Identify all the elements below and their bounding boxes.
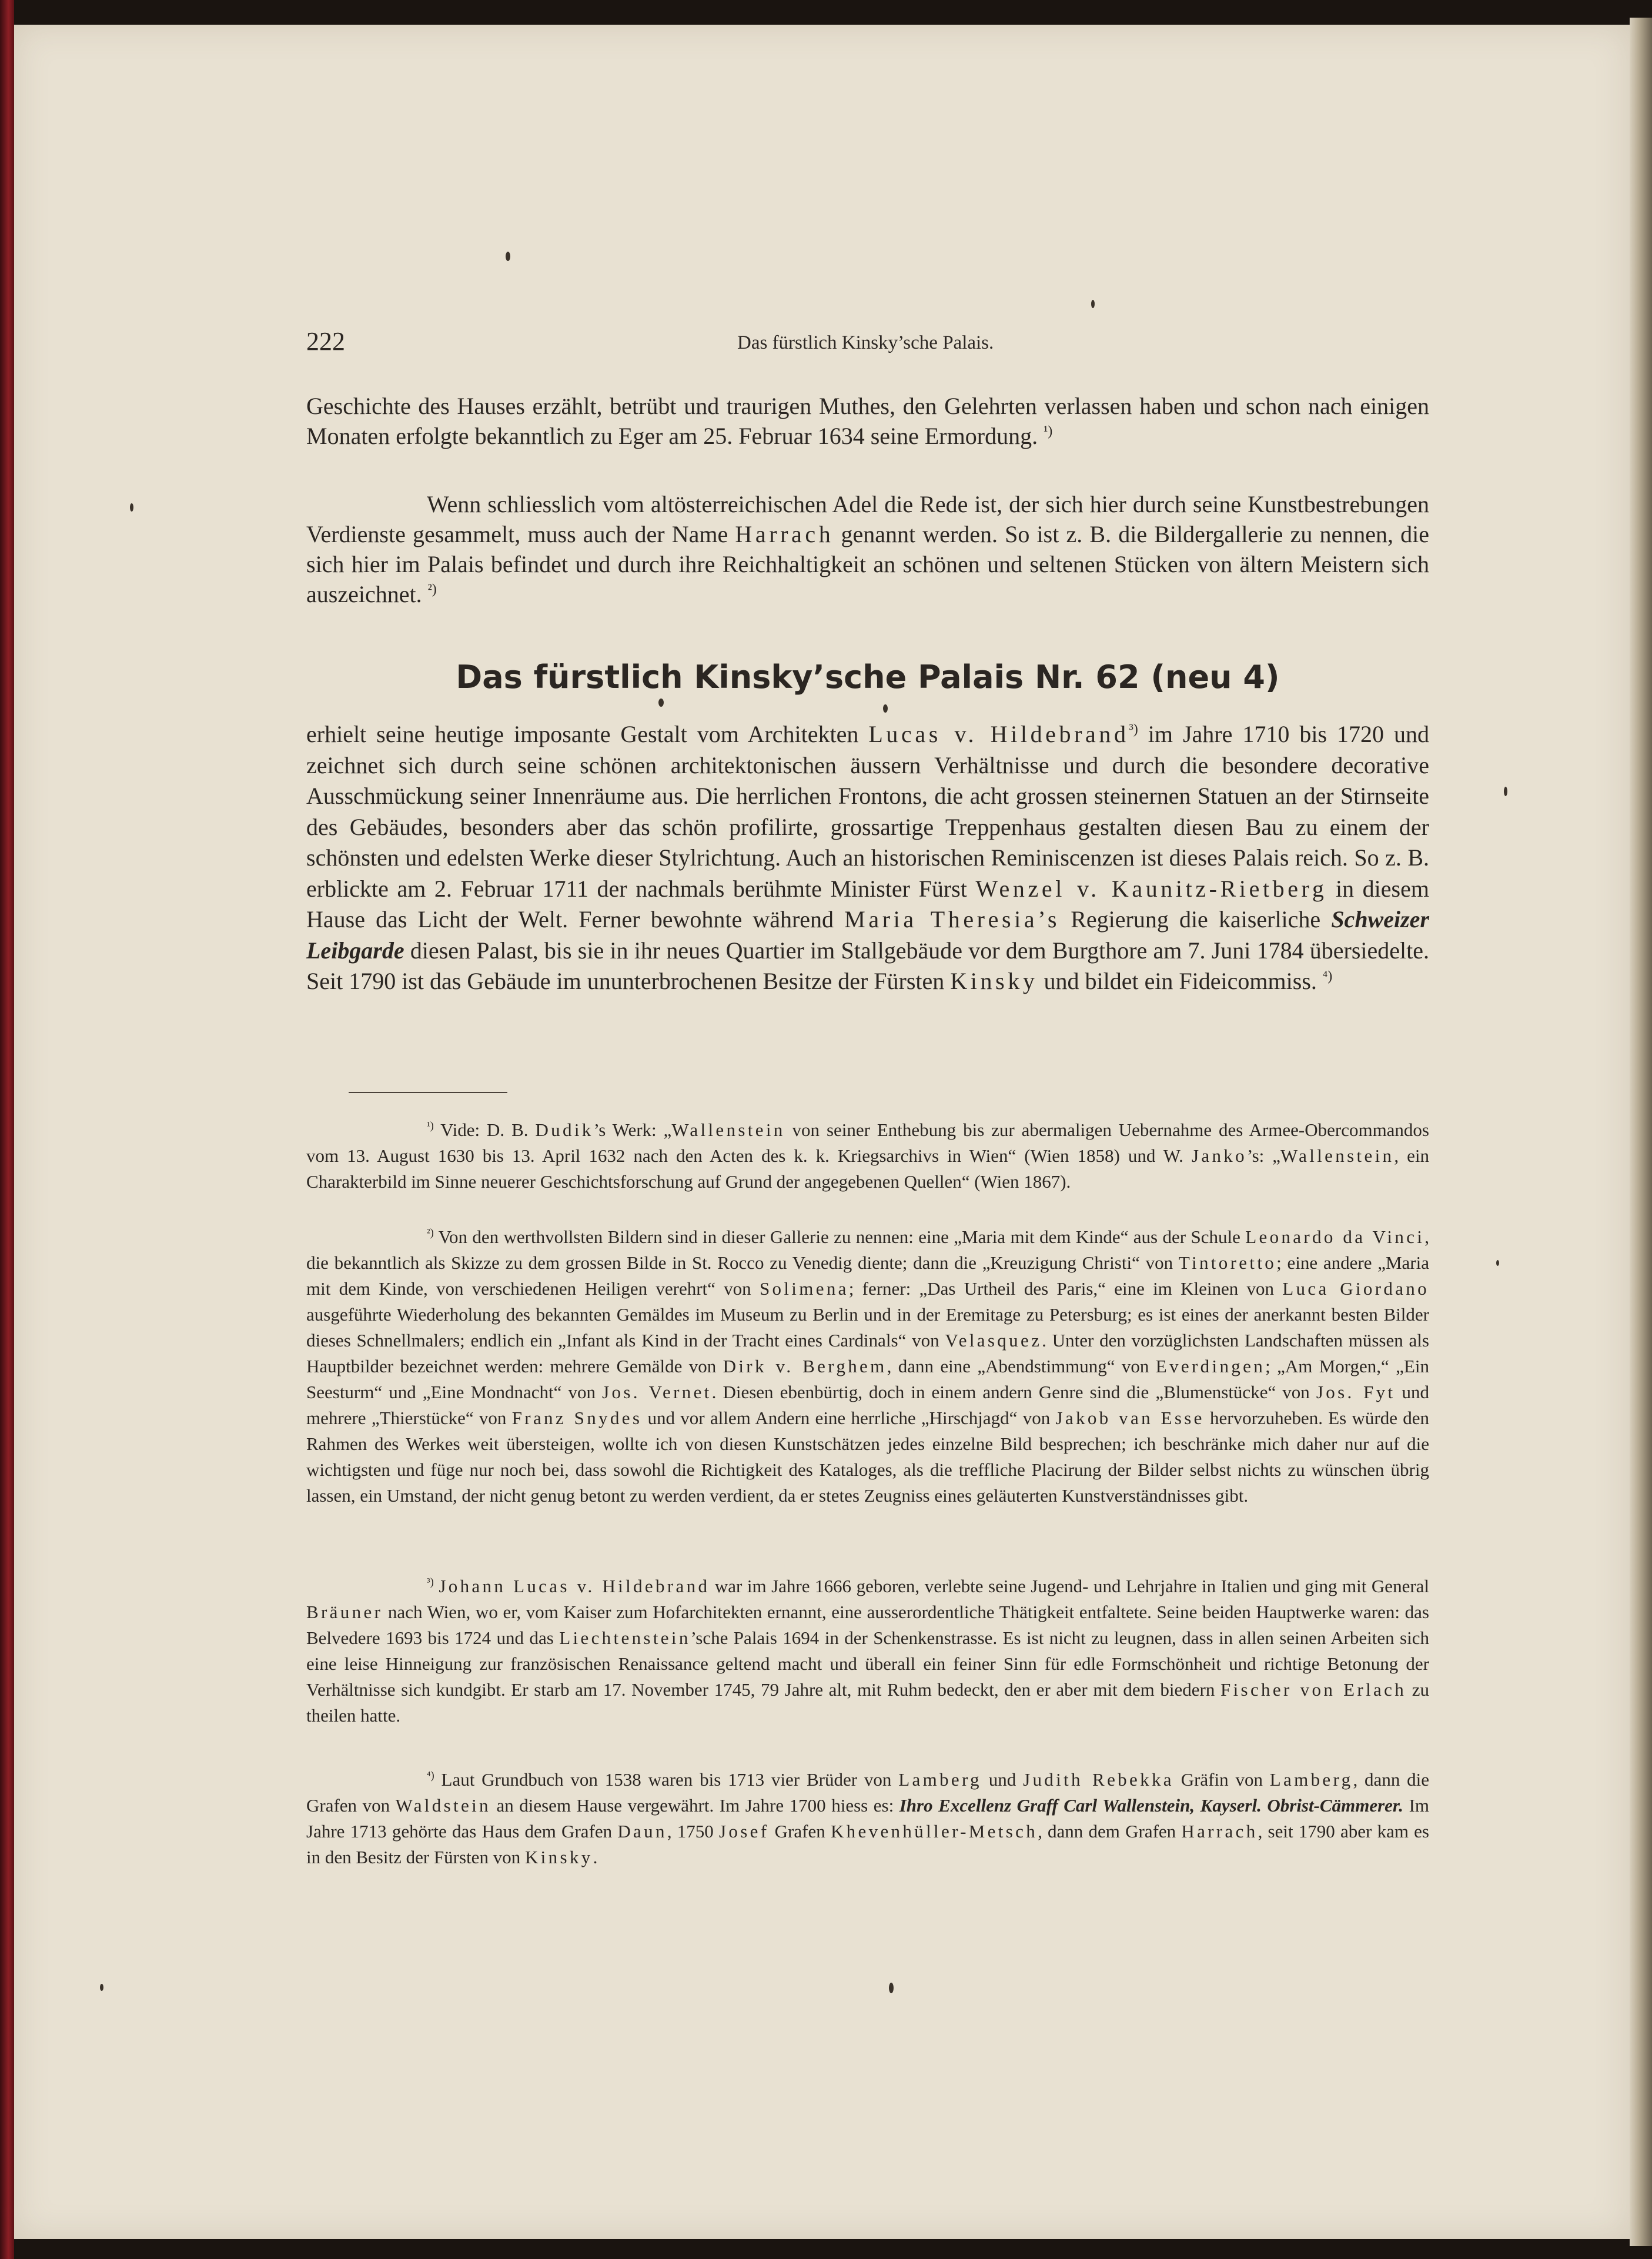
footnote-text: ’s Werk: „ [593,1120,672,1140]
spaced-name: Wenzel v. Kaunitz-Rietberg [975,875,1327,902]
footnote-text: ’s: „ [1246,1145,1281,1166]
footnote-text: , 1750 [667,1821,720,1842]
spaced-name: Janko [1191,1145,1247,1166]
footnote-text: Vide: D. B. [433,1120,536,1140]
spaced-name: Lucas v. Hildebrand [868,721,1129,747]
footnote-text: Im Jahre 1713 gehörte das Haus dem Grafen [306,1795,1430,1842]
footnote-text: , die bekanntlich als Skizze zu dem grossen Bilde in St. Rocco zu Venedig diente; dann die „Kreuzigung Christi“ von [306,1227,1429,1273]
spaced-name: Jakob van Esse [1055,1408,1205,1428]
footnote-text: war im Jahre 1666 geboren, verlebte seine Jugend- und Lehrjahre in Italien und ging mit General [710,1576,1430,1596]
spaced-name: Luca Giordano [1282,1278,1429,1299]
spaced-name: Franz Snydes [511,1408,643,1428]
scan-speck [1504,787,1507,796]
scan-speck [1091,300,1095,308]
spaced-name: Khevenhüller-Metsch [830,1821,1038,1842]
spaced-name: Lamberg [898,1769,982,1790]
footnote-ref: ⁴) [1322,968,1333,984]
footnote-text: . Diesen ebenbürtig, doch in einem andern Genre sind die „Blumenstücke“ von [711,1382,1316,1402]
footnote-divider [349,1092,507,1093]
paragraph-text: diesen Palast, bis sie in ihr neues Quartier im Stallgebäude vor dem Burgthore am 7. Juni 1784 übersiedelte. Seit 1790 ist das Gebäude im ununterbrochenen Besitze der Fürsten [306,937,1429,994]
footnote-text: ; eine andere „Maria mit dem Kinde, von verschiedenen Heiligen verehrt“ von [306,1252,1429,1299]
spaced-name: Daun [617,1821,667,1842]
page-edges [1630,18,1652,2246]
spaced-name: Everdingen [1155,1356,1266,1376]
paragraph-text: Wenn schliesslich vom altösterreichischen Adel die Rede ist, der sich hier durch seine Kunstbestrebungen Verdienste gesammelt, muss auch der Name [306,491,1429,547]
footnote-text: von seiner Enthebung bis zur abermaligen Uebernahme des Armee-Obercommandos vom 13. August 1630 bis 13. April 1632 nach den Acten des k. k. Kriegsarchivs in Wien“ (Wien 1858) und W. [306,1120,1430,1166]
spaced-name: Tintoretto [1178,1252,1277,1273]
paragraph [306,489,1429,609]
footnote-text: . Unter den vorzüglichsten Landschaften müssen als Hauptbilder bezeichnet werden: mehrere Gemälde von [306,1330,1429,1376]
scan-speck [506,252,510,261]
spaced-name: Liechtenstein [559,1628,691,1648]
footnote-text: , dann eine „Abendstimmung“ von [887,1356,1156,1376]
spaced-name: Jos. Fyt [1316,1382,1396,1402]
scan-speck [130,503,133,512]
paragraph-text: erhielt seine heutige imposante Gestalt vom Architekten [306,721,869,747]
footnote-text: ’sche Palais 1694 in der Schenkenstrasse. Es ist nicht zu leugnen, dass in allen seinen Arbeiten sich eine leise Hinneigung zur französischen Renaissance geltend macht und überall ein feiner Sinn für edle Formschönheit und richtige Betonung der Verhältnisse sich kundgibt. Er starb am 17. November 1745, 79 Jahre alt, mit Ruhm bedeckt, den er aber mit dem biedern [306,1628,1429,1700]
paragraph-text: im Jahre 1710 bis 1720 und zeichnet sich durch seine schönen architektonischen äussern Verhältnisse und durch die besondere decorative Ausschmückung seiner Innenräume aus. Die herrlichen Frontons, die acht grossen steinernen Statuen an der Stirnseite des Gebäudes, besonders aber das schön profilirte, grossartige Treppenhaus gestalten diesen Bau zu einem der schönsten und edelsten Werke dieser Stylrichtung. Auch an historischen Reminiscenzen ist dieses Palais reich. So z. B. erblickte am 2. Februar 1711 der nachmals berühmte Minister Fürst [306,721,1429,902]
spaced-name: Kinsky [950,968,1038,994]
spaced-name: Maria Theresia’s [844,906,1061,933]
footnote-text: und [981,1769,1024,1790]
footnote-text: ; ferner: „Das Urtheil des Paris,“ eine im Kleinen von [848,1278,1283,1299]
page-header [292,326,1465,367]
spaced-name: Jos. Vernet [602,1382,712,1402]
paragraph-text: genannt werden. So ist z. B. die Bildergallerie zu nennen, die sich hier im Palais befindet und durch ihre Reichhaltigkeit an schönen und seltenen Stücken von ältern Meistern sich auszeichnet. [306,521,1430,607]
footnote-text: ausgeführte Wiederholung des bekannten Gemäldes im Museum zu Berlin und in der Eremitage zu Petersburg; es ist eines der anerkannt besten Bilder dieses Schnellmalers; endlich ein „Infant als Kind in der Tracht eines Cardinals“ von [306,1304,1429,1351]
footnote-mark: ¹) [427,1120,434,1132]
spaced-name: Judith Rebekka [1023,1769,1174,1790]
spaced-name: Velasquez [945,1330,1042,1351]
footnote-text: und mehrere „Thierstücke“ von [306,1382,1430,1428]
spaced-name: Leonardo da Vinci [1245,1227,1425,1247]
spaced-name: Wallenstein [1280,1145,1394,1166]
spaced-name: Lamberg [1269,1769,1353,1790]
footnote-ref: ²) [427,582,437,597]
scan-speck [658,699,664,707]
scan-speck [883,704,888,713]
paragraph-text: Geschichte des Hauses erzählt, betrübt und traurigen Muthes, den Gelehrten verlassen haben und schon nach einigen Monaten erfolgte bekanntlich zu Eger am 25. Februar 1634 seine Ermordung. [306,393,1429,449]
footnote-text: , ein Charakterbild im Sinne neuerer Geschichtsforschung auf Grund der angegebenen Quellen“ (Wien 1867). [306,1145,1429,1192]
spaced-name: Johann Lucas v. Hildebrand [439,1576,710,1596]
blackletter-text: Ihro Excellenz Graff Carl Wallenstein, Kayserl. Obrist-Cämmerer. [899,1795,1404,1816]
footnote-text: Laut Grundbuch von 1538 waren bis 1713 vier Brüder von [434,1769,899,1790]
spaced-name: Josef [719,1821,770,1842]
spaced-name: Kinsky [524,1847,593,1867]
footnote-text: , seit 1790 aber kam es in den Besitz der Fürsten von [306,1821,1429,1867]
footnote-text: ; „Am Morgen,“ „Ein Seesturm“ und „Eine Mondnacht“ von [306,1356,1429,1402]
footnote-text: Gräfin von [1173,1769,1270,1790]
scan-speck [100,1984,103,1991]
footnote-text: , dann die Grafen von [306,1769,1430,1816]
scan-speck [889,1983,894,1993]
blackletter-text: Schweizer Leibgarde [306,906,1429,964]
footnote-text: Von den werthvollsten Bildern sind in dieser Gallerie zu nennen: eine „Maria mit dem Kinde“ aus der Schule [433,1227,1246,1247]
paragraph [306,391,1429,451]
spaced-name: Waldstein [395,1795,491,1816]
footnote [306,1117,1429,1195]
paragraph-text: Regierung die kaiserliche [1060,906,1332,933]
book-spine [0,0,14,2259]
footnote-ref: ³) [1129,721,1138,737]
spaced-name: Harrach [1181,1821,1258,1842]
spaced-name: Dirk v. Berghem [723,1356,887,1376]
page-number: 222 [306,327,345,356]
footnote-text: hervorzuheben. Es würde den Rahmen des Werkes weit übersteigen, wollte ich von diesen Kunstschätzen jedes einzelne Bild besprechen; ich beschränke mich daher nur auf die wichtigsten und füge nur noch bei, dass sowohl die Richtigkeit des Kataloges, als die treffliche Placirung der Bilder selbst nichts zu wünschen übrig lassen, ein Umstand, der nicht genug betont zu werden verdient, da er stetes Zeugniss eines geläuterten Kunstverständnisses gibt. [306,1408,1430,1506]
paragraph [306,719,1429,997]
footnote-mark: ³) [427,1576,434,1589]
book-page [14,25,1630,2239]
footnote-text: nach Wien, wo er, vom Kaiser zum Hofarchitekten ernannt, eine ausserordentliche Thätigkeit entfaltete. Seine beiden Hauptwerke waren: das Belvedere 1693 bis 1724 und das [306,1602,1429,1648]
footnote [306,1573,1429,1729]
footnote-text: Grafen [769,1821,831,1842]
footnote-text: und vor allem Andern eine herrliche „Hirschjagd“ von [642,1408,1056,1428]
section-heading: Das fürstlich Kinsky’sche Palais Nr. 62 (neu 4) [456,659,1280,696]
footnote-text: zu theilen hatte. [306,1679,1430,1726]
spaced-name: Dudik [535,1120,594,1140]
spaced-name: Harrach [735,521,834,547]
footnote [306,1224,1429,1509]
spaced-name: Bräuner [306,1602,383,1622]
spaced-name: Solimena [759,1278,849,1299]
spaced-name: Wallenstein [671,1120,785,1140]
footnote-text: . [593,1847,598,1867]
footnote-text: an diesem Hause vergewährt. Im Jahre 1700 hiess es: [490,1795,899,1816]
footnote-ref: ¹) [1044,423,1053,439]
scan-speck [1496,1260,1499,1266]
footnote [306,1767,1429,1870]
running-title: Das fürstlich Kinsky’sche Palais. [737,332,994,353]
paragraph-text: in diesem Hause das Licht der Welt. Ferner bewohnte während [306,875,1429,933]
footnote-text: , dann dem Grafen [1038,1821,1182,1842]
spaced-name: Fischer von Erlach [1220,1679,1407,1700]
paragraph-text: und bildet ein Fideicommiss. [1038,968,1317,994]
footnote-mark: ²) [427,1227,434,1239]
footnote-mark: ⁴) [427,1769,434,1782]
